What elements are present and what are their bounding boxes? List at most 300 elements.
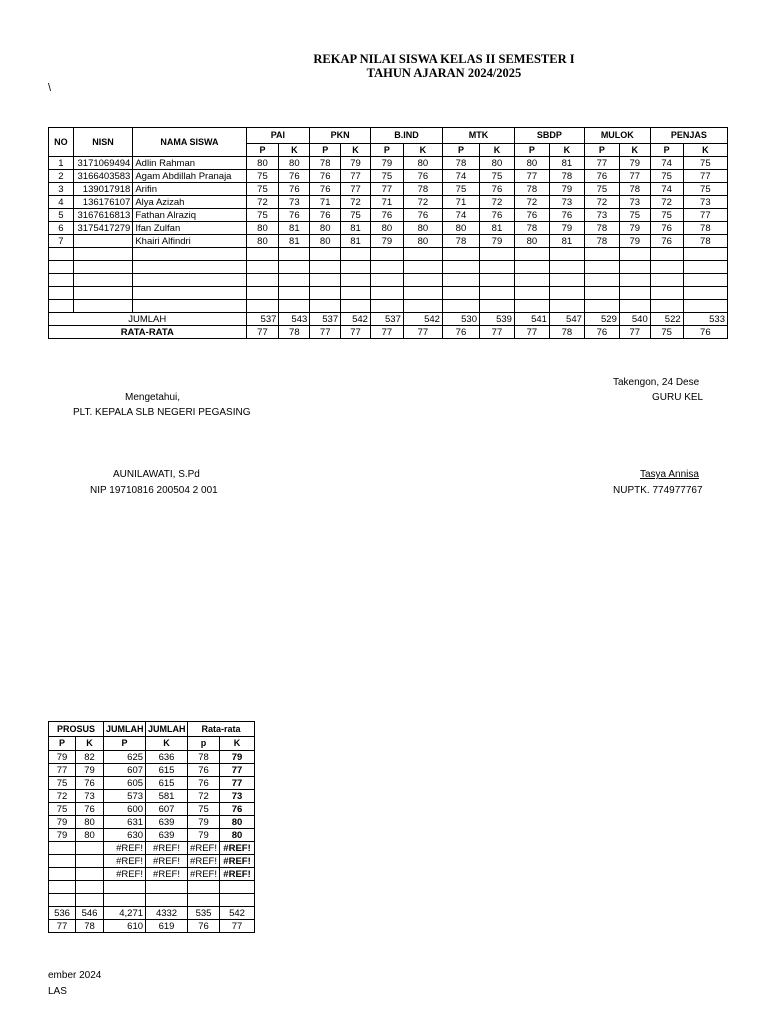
empty-cell (514, 300, 549, 313)
score-cell: 76 (279, 170, 310, 183)
summary-cell: 77 (220, 764, 255, 777)
mengetahui-label: Mengetahui, (125, 392, 181, 403)
summary-cell: 80 (220, 816, 255, 829)
score-cell: 76 (310, 170, 341, 183)
score-cell: 76 (650, 235, 683, 248)
empty-cell (584, 248, 619, 261)
summary-cell (146, 894, 188, 907)
score-cell: 76 (479, 209, 514, 222)
empty-cell (514, 248, 549, 261)
empty-cell (442, 261, 479, 274)
empty-cell (370, 274, 403, 287)
score-cell: 80 (442, 222, 479, 235)
summary-cell: 79 (49, 751, 76, 764)
row-nisn: 3171069494 (73, 157, 133, 170)
summary-cell: 75 (188, 803, 220, 816)
score-cell: 80 (514, 235, 549, 248)
empty-cell (310, 287, 341, 300)
summary-cell: 82 (76, 751, 104, 764)
score-cell: 73 (549, 196, 584, 209)
summary-cell: #REF! (220, 855, 255, 868)
summary-cell: 77 (49, 764, 76, 777)
score-cell: 75 (370, 170, 403, 183)
subheader-jumlah-k: K (146, 737, 188, 751)
empty-cell (310, 300, 341, 313)
score-cell: 75 (246, 209, 279, 222)
score-cell: 73 (683, 196, 727, 209)
summary-cell (104, 894, 146, 907)
empty-cell (442, 274, 479, 287)
row-nisn: 136176107 (73, 196, 133, 209)
score-cell: 76 (279, 209, 310, 222)
empty-cell (683, 287, 727, 300)
summary-cell: 79 (188, 816, 220, 829)
score-cell: 75 (650, 170, 683, 183)
empty-cell (279, 300, 310, 313)
score-cell: 76 (279, 183, 310, 196)
empty-cell (73, 248, 133, 261)
summary-cell: #REF! (104, 868, 146, 881)
score-cell: 80 (279, 157, 310, 170)
score-cell: 77 (683, 209, 727, 222)
summary-cell: 77 (220, 920, 255, 933)
row-nama: Adlin Rahman (133, 157, 246, 170)
summary-cell: 80 (76, 829, 104, 842)
summary-cell: #REF! (220, 868, 255, 881)
empty-cell (246, 248, 279, 261)
header-subject-mtk: MTK (442, 128, 514, 144)
score-cell: 81 (549, 157, 584, 170)
score-cell: 72 (514, 196, 549, 209)
jumlah-cell: 522 (650, 313, 683, 326)
row-nama: Arifin (133, 183, 246, 196)
row-nama: Khairi Alfindri (133, 235, 246, 248)
kepala-name: AUNILAWATI, S.Pd (113, 469, 200, 480)
score-cell: 74 (650, 183, 683, 196)
header-jumlah-k: JUMLAH (146, 722, 188, 737)
empty-cell (246, 274, 279, 287)
empty-cell (73, 300, 133, 313)
rata-rata-label: RATA-RATA (49, 326, 247, 339)
score-cell: 78 (584, 235, 619, 248)
header-subject-sbdp: SBDP (514, 128, 584, 144)
summary-cell: 75 (49, 777, 76, 790)
summary-jumlah-row (49, 907, 255, 920)
empty-cell (246, 261, 279, 274)
summary-cell (49, 894, 76, 907)
table-row (49, 842, 255, 855)
summary-cell: 581 (146, 790, 188, 803)
empty-cell (341, 261, 371, 274)
row-no: 4 (49, 196, 74, 209)
score-cell: 80 (370, 222, 403, 235)
table-row (49, 764, 255, 777)
empty-cell (549, 287, 584, 300)
summary-cell: 79 (49, 829, 76, 842)
empty-cell (584, 287, 619, 300)
summary-cell: 607 (104, 764, 146, 777)
empty-row (49, 261, 728, 274)
score-cell: 72 (584, 196, 619, 209)
score-cell: 79 (619, 222, 650, 235)
summary-cell (104, 881, 146, 894)
summary-cell (76, 894, 104, 907)
empty-cell (310, 261, 341, 274)
table-row (49, 183, 728, 196)
summary-cell: 76 (188, 777, 220, 790)
subheader-p: P (650, 144, 683, 157)
header-no: NO (49, 128, 74, 157)
subheader-p: P (310, 144, 341, 157)
empty-cell (683, 248, 727, 261)
header-subject-bind: B.IND (370, 128, 442, 144)
summary-cell: 536 (49, 907, 76, 920)
rata-rata-cell: 77 (370, 326, 403, 339)
empty-cell (246, 287, 279, 300)
summary-cell: 605 (104, 777, 146, 790)
empty-cell (73, 261, 133, 274)
subheader-p: P (442, 144, 479, 157)
table-row (49, 829, 255, 842)
summary-cell: 615 (146, 764, 188, 777)
empty-cell (514, 287, 549, 300)
empty-cell (279, 287, 310, 300)
grade-table-body (49, 157, 728, 339)
score-cell: 74 (442, 170, 479, 183)
row-nama: Alya Azizah (133, 196, 246, 209)
empty-cell (246, 300, 279, 313)
summary-cell: 542 (220, 907, 255, 920)
subheader-prosus-p: P (49, 737, 76, 751)
summary-cell: 77 (49, 920, 76, 933)
header-subject-penjas: PENJAS (650, 128, 727, 144)
score-cell: 73 (279, 196, 310, 209)
score-cell: 79 (479, 235, 514, 248)
summary-cell (146, 881, 188, 894)
rata-rata-cell: 77 (403, 326, 442, 339)
rata-rata-cell: 78 (279, 326, 310, 339)
summary-cell: 639 (146, 816, 188, 829)
summary-cell: 636 (146, 751, 188, 764)
summary-cell: 607 (146, 803, 188, 816)
score-cell: 79 (619, 235, 650, 248)
summary-cell: 79 (49, 816, 76, 829)
row-nama: Agam Abdillah Pranaja (133, 170, 246, 183)
score-cell: 77 (370, 183, 403, 196)
row-nisn: 3175417279 (73, 222, 133, 235)
jumlah-label: JUMLAH (49, 313, 247, 326)
table-row (49, 790, 255, 803)
score-cell: 81 (279, 222, 310, 235)
score-cell: 75 (683, 183, 727, 196)
summary-cell: 78 (188, 751, 220, 764)
header-subject-pkn: PKN (310, 128, 371, 144)
summary-cell (76, 842, 104, 855)
empty-cell (49, 300, 74, 313)
summary-cell: 619 (146, 920, 188, 933)
header-prosus: PROSUS (49, 722, 104, 737)
score-cell: 71 (442, 196, 479, 209)
summary-cell: 76 (188, 764, 220, 777)
summary-cell: #REF! (104, 842, 146, 855)
rata-rata-cell: 77 (619, 326, 650, 339)
score-cell: 78 (683, 235, 727, 248)
rata-rata-cell: 77 (246, 326, 279, 339)
table-row (49, 816, 255, 829)
score-cell: 75 (479, 170, 514, 183)
row-no: 3 (49, 183, 74, 196)
empty-cell (479, 287, 514, 300)
subheader-k: K (479, 144, 514, 157)
score-cell: 75 (341, 209, 371, 222)
summary-cell (188, 881, 220, 894)
empty-cell (341, 248, 371, 261)
empty-cell (403, 274, 442, 287)
score-cell: 78 (310, 157, 341, 170)
grade-table (48, 127, 728, 339)
summary-cell: 79 (76, 764, 104, 777)
table-row (49, 803, 255, 816)
row-no: 5 (49, 209, 74, 222)
empty-cell (650, 261, 683, 274)
empty-row (49, 287, 728, 300)
score-cell: 79 (341, 157, 371, 170)
empty-cell (133, 287, 246, 300)
jumlah-cell: 529 (584, 313, 619, 326)
row-nama: Ifan Zulfan (133, 222, 246, 235)
summary-cell: 75 (49, 803, 76, 816)
row-nisn (73, 235, 133, 248)
score-cell: 77 (514, 170, 549, 183)
header-rata-rata: Rata-rata (188, 722, 255, 737)
empty-cell (310, 248, 341, 261)
empty-cell (133, 248, 246, 261)
row-nisn: 139017918 (73, 183, 133, 196)
summary-cell: 72 (49, 790, 76, 803)
empty-cell (584, 261, 619, 274)
empty-cell (49, 287, 74, 300)
empty-cell (619, 274, 650, 287)
score-cell: 77 (683, 170, 727, 183)
score-cell: 81 (279, 235, 310, 248)
summary-cell: 4332 (146, 907, 188, 920)
score-cell: 81 (479, 222, 514, 235)
row-no: 1 (49, 157, 74, 170)
subheader-k: K (341, 144, 371, 157)
rata-rata-cell: 77 (514, 326, 549, 339)
empty-cell (49, 274, 74, 287)
score-cell: 76 (370, 209, 403, 222)
score-cell: 72 (403, 196, 442, 209)
empty-cell (341, 287, 371, 300)
subheader-p: P (246, 144, 279, 157)
empty-cell (549, 274, 584, 287)
summary-cell: #REF! (188, 868, 220, 881)
jumlah-cell: 542 (341, 313, 371, 326)
empty-cell (683, 261, 727, 274)
empty-cell (279, 261, 310, 274)
empty-cell (650, 248, 683, 261)
table-row (49, 855, 255, 868)
row-no: 2 (49, 170, 74, 183)
score-cell: 76 (479, 183, 514, 196)
summary-cell: 76 (188, 920, 220, 933)
summary-cell: #REF! (188, 842, 220, 855)
summary-cell: #REF! (146, 868, 188, 881)
empty-cell (279, 248, 310, 261)
jumlah-cell: 537 (310, 313, 341, 326)
summary-cell: 573 (104, 790, 146, 803)
rata-rata-cell: 77 (341, 326, 371, 339)
summary-cell: #REF! (104, 855, 146, 868)
subheader-jumlah-p: P (104, 737, 146, 751)
subheader-k: K (549, 144, 584, 157)
score-cell: 75 (619, 209, 650, 222)
score-cell: 78 (549, 170, 584, 183)
subheader-prosus-k: K (76, 737, 104, 751)
score-cell: 76 (549, 209, 584, 222)
table-row (49, 222, 728, 235)
jumlah-cell: 537 (370, 313, 403, 326)
summary-cell: 4,271 (104, 907, 146, 920)
score-cell: 76 (310, 183, 341, 196)
score-cell: 80 (514, 157, 549, 170)
score-cell: 75 (246, 170, 279, 183)
document-title: REKAP NILAI SISWA KELAS II SEMESTER I (313, 52, 575, 66)
summary-cell (188, 894, 220, 907)
score-cell: 76 (650, 222, 683, 235)
summary-cell: 625 (104, 751, 146, 764)
empty-cell (619, 287, 650, 300)
document-subtitle: TAHUN AJARAN 2024/2025 (366, 66, 522, 80)
score-cell: 81 (341, 235, 371, 248)
score-cell: 80 (246, 235, 279, 248)
score-cell: 72 (479, 196, 514, 209)
empty-cell (370, 287, 403, 300)
table-row (49, 196, 728, 209)
row-nisn: 3167616813 (73, 209, 133, 222)
empty-cell (479, 261, 514, 274)
summary-cell (49, 881, 76, 894)
empty-cell (619, 248, 650, 261)
summary-cell: #REF! (146, 842, 188, 855)
table-row (49, 894, 255, 907)
empty-cell (650, 300, 683, 313)
summary-rata-row (49, 920, 255, 933)
rata-rata-cell: 76 (442, 326, 479, 339)
footer-title-fragment: LAS (48, 986, 67, 997)
summary-cell: 631 (104, 816, 146, 829)
summary-cell (76, 868, 104, 881)
score-cell: 73 (619, 196, 650, 209)
subheader-p: P (514, 144, 549, 157)
score-cell: 77 (341, 183, 371, 196)
score-cell: 72 (246, 196, 279, 209)
place-date: Takengon, 24 Dese (613, 377, 700, 388)
empty-row (49, 300, 728, 313)
empty-cell (49, 261, 74, 274)
score-cell: 76 (403, 170, 442, 183)
header-nisn: NISN (73, 128, 133, 157)
score-cell: 80 (403, 222, 442, 235)
score-cell: 78 (442, 157, 479, 170)
score-cell: 80 (310, 235, 341, 248)
empty-cell (514, 274, 549, 287)
rata-rata-cell: 78 (549, 326, 584, 339)
jumlah-row (49, 313, 728, 326)
jumlah-cell: 543 (279, 313, 310, 326)
score-cell: 73 (584, 209, 619, 222)
score-cell: 75 (442, 183, 479, 196)
summary-cell: #REF! (220, 842, 255, 855)
summary-cell (220, 881, 255, 894)
score-cell: 76 (584, 170, 619, 183)
score-cell: 78 (514, 183, 549, 196)
footer-date-fragment: ember 2024 (48, 970, 102, 981)
table-row (49, 881, 255, 894)
table-row (49, 235, 728, 248)
summary-cell: 80 (220, 829, 255, 842)
summary-cell: 615 (146, 777, 188, 790)
empty-cell (133, 274, 246, 287)
empty-cell (650, 287, 683, 300)
score-cell: 81 (549, 235, 584, 248)
score-cell: 71 (310, 196, 341, 209)
summary-cell: 76 (76, 803, 104, 816)
empty-cell (650, 274, 683, 287)
table-row (49, 209, 728, 222)
score-cell: 75 (246, 183, 279, 196)
empty-cell (279, 274, 310, 287)
header-nama: NAMA SISWA (133, 128, 246, 157)
empty-cell (341, 300, 371, 313)
header-subject-mulok: MULOK (584, 128, 650, 144)
summary-cell: 79 (220, 751, 255, 764)
guru-name: Tasya Annisa (640, 469, 699, 480)
summary-cell: 76 (220, 803, 255, 816)
jumlah-cell: 542 (403, 313, 442, 326)
summary-cell: #REF! (146, 855, 188, 868)
stray-mark: \ (48, 82, 52, 94)
summary-cell: 610 (104, 920, 146, 933)
empty-cell (549, 248, 584, 261)
header-jumlah-p: JUMLAH (104, 722, 146, 737)
empty-cell (683, 300, 727, 313)
empty-cell (479, 300, 514, 313)
empty-cell (619, 261, 650, 274)
empty-cell (442, 248, 479, 261)
empty-cell (683, 274, 727, 287)
score-cell: 79 (370, 157, 403, 170)
score-cell: 80 (246, 157, 279, 170)
empty-cell (584, 274, 619, 287)
empty-cell (49, 248, 74, 261)
score-cell: 80 (479, 157, 514, 170)
summary-cell: 546 (76, 907, 104, 920)
table-row (49, 170, 728, 183)
summary-cell: 79 (188, 829, 220, 842)
score-cell: 80 (246, 222, 279, 235)
empty-cell (479, 274, 514, 287)
empty-cell (514, 261, 549, 274)
empty-row (49, 274, 728, 287)
summary-cell: 639 (146, 829, 188, 842)
empty-cell (133, 300, 246, 313)
kepala-nip: NIP 19710816 200504 2 001 (90, 485, 218, 496)
jumlah-cell: 537 (246, 313, 279, 326)
score-cell: 77 (584, 157, 619, 170)
row-nama: Fathan Alraziq (133, 209, 246, 222)
